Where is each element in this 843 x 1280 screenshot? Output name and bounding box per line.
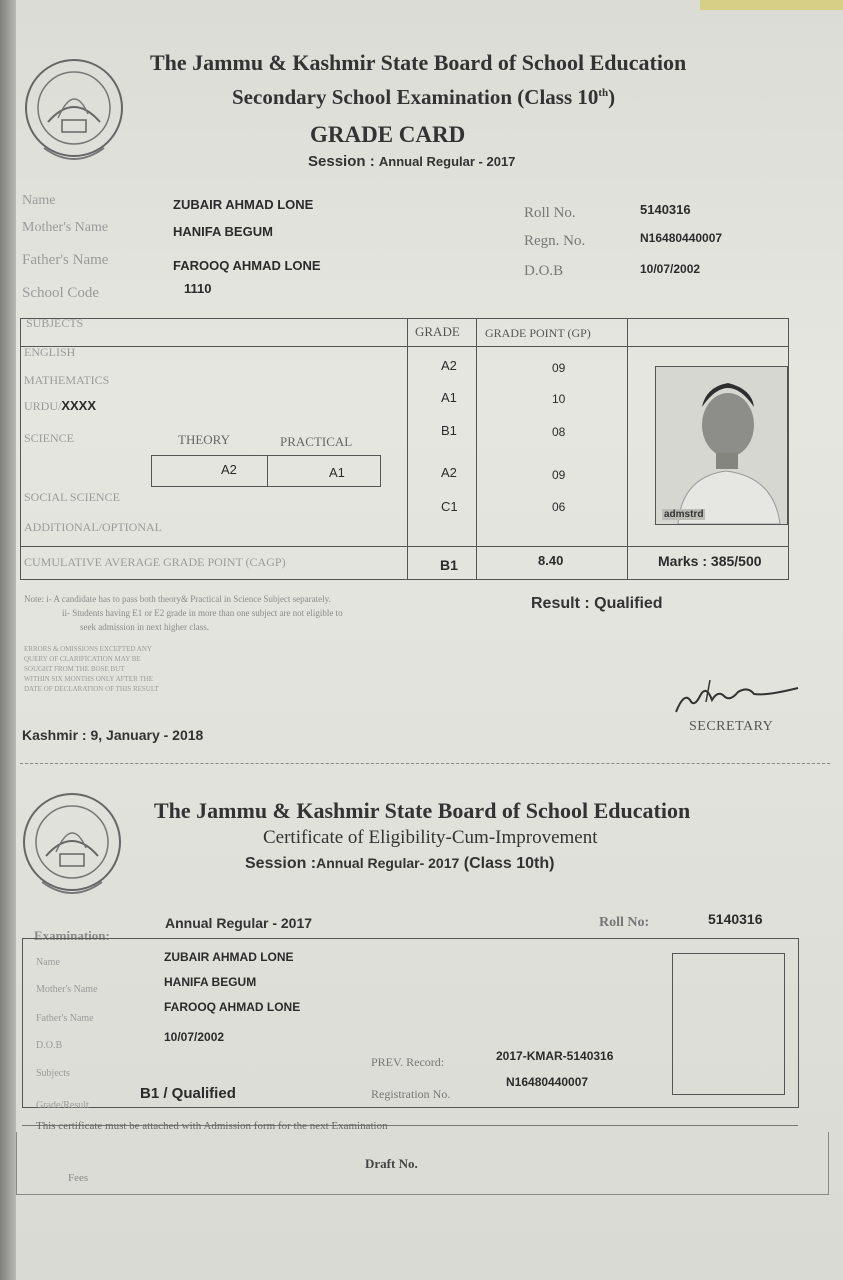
cagp-label: CUMULATIVE AVERAGE GRADE POINT (CAGP) — [24, 555, 286, 569]
grade-mathematics: A1 — [441, 390, 457, 405]
cert-label-registration-no: Registration No. — [371, 1087, 451, 1101]
label-mother-name: Mother's Name — [22, 220, 109, 235]
value-mother-name: HANIFA BEGUM — [173, 224, 273, 239]
gp-science: 09 — [552, 468, 566, 482]
cagp-grade: B1 — [440, 557, 458, 573]
cert-value-mother-name: HANIFA BEGUM — [164, 975, 257, 989]
cert-label-subjects: Subjects — [36, 1068, 70, 1079]
board-logo-seal-icon — [18, 52, 130, 170]
label-examination: Examination: — [34, 928, 110, 943]
gp-english: 09 — [552, 361, 566, 375]
tear-line-divider — [20, 763, 830, 764]
cert-value-father-name: FAROOQ AHMAD LONE — [164, 1000, 301, 1014]
note-line-1: Note: i- A candidate has to pass both theory& Practical in Science Subject separately. — [24, 594, 331, 604]
label-theory: THEORY — [178, 432, 230, 447]
subject-science: SCIENCE — [24, 431, 75, 445]
value-school-code: 1110 — [184, 281, 212, 296]
science-theory-grade: A2 — [221, 462, 237, 477]
note-line-2: ii- Students having E1 or E2 grade in more than one subject are not eligible to — [62, 608, 343, 618]
student-portrait-icon — [656, 367, 787, 524]
subject-mathematics: MATHEMATICS — [24, 373, 110, 387]
cagp-value: 8.40 — [538, 553, 564, 568]
student-photo — [655, 366, 788, 525]
grade-urdu: B1 — [441, 423, 457, 438]
value-examination: Annual Regular - 2017 — [165, 915, 313, 931]
value-name: ZUBAIR AHMAD LONE — [173, 197, 314, 212]
certificate-title: Certificate of Eligibility-Cum-Improvement — [263, 827, 598, 848]
cert-label-prev-record: PREV. Record: — [371, 1055, 445, 1069]
header-grade-point: GRADE POINT (GP) — [485, 326, 591, 340]
background-strip — [700, 0, 843, 10]
certificate-logo-seal-icon — [16, 784, 128, 904]
label-cert-roll-no: Roll No: — [599, 915, 650, 930]
label-name: Name — [22, 193, 56, 208]
science-split-box — [151, 455, 381, 487]
cert-value-prev-record: 2017-KMAR-5140316 — [496, 1049, 614, 1063]
fees-label: Fees — [68, 1172, 89, 1184]
grade-card-title: GRADE CARD — [310, 122, 466, 147]
result-status: Result : Qualified — [531, 595, 663, 612]
gp-social-science: 06 — [552, 500, 566, 514]
board-title: The Jammu & Kashmir State Board of School Education — [150, 50, 687, 75]
value-regn-no: N16480440007 — [640, 231, 723, 245]
session-line: Session : Annual Regular - 2017 — [308, 153, 516, 170]
label-roll-no: Roll No. — [524, 205, 576, 221]
note-line-3: seek admission in next higher class. — [80, 622, 209, 632]
cert-value-dob: 10/07/2002 — [164, 1030, 225, 1044]
draft-no-label: Draft No. — [365, 1156, 418, 1171]
gp-mathematics: 10 — [552, 392, 566, 406]
label-dob: D.O.B — [524, 263, 564, 279]
cert-value-name: ZUBAIR AHMAD LONE — [164, 950, 294, 964]
grade-social-science: C1 — [441, 499, 458, 514]
cert-value-registration-no: N16480440007 — [506, 1075, 589, 1089]
photo-caption: admstrd — [664, 509, 704, 520]
total-marks: Marks : 385/500 — [658, 553, 762, 569]
gp-urdu: 08 — [552, 425, 566, 439]
certificate-photo-box — [672, 953, 785, 1095]
subject-english: ENGLISH — [24, 345, 76, 359]
label-regn-no: Regn. No. — [524, 233, 586, 249]
secretary-signature — [670, 670, 805, 720]
cert-label-dob: D.O.B — [36, 1040, 63, 1051]
place-date: Kashmir : 9, January - 2018 — [22, 727, 204, 743]
subject-additional-optional: ADDITIONAL/OPTIONAL — [24, 520, 162, 534]
header-subjects: SUBJECTS — [26, 316, 84, 330]
value-roll-no: 5140316 — [640, 202, 691, 217]
label-practical: PRACTICAL — [280, 434, 353, 449]
label-father-name: Father's Name — [22, 252, 109, 268]
value-dob: 10/07/2002 — [640, 262, 701, 276]
header-grade: GRADE — [415, 324, 460, 339]
certificate-session: Session :Annual Regular- 2017 (Class 10th) — [245, 855, 555, 872]
label-school-code: School Code — [22, 285, 100, 301]
secretary-label: SECRETARY — [689, 719, 774, 734]
cert-value-grade-result: B1 / Qualified — [140, 1085, 236, 1102]
cert-label-father-name: Father's Name — [36, 1013, 94, 1024]
cert-label-name: Name — [36, 957, 60, 968]
science-practical-grade: A1 — [329, 465, 345, 480]
errors-notice: ERRORS & OMISSIONS EXCEPTED ANY QUERY OF CLARIFICATION MAY BE SOUGHT FROM THE BOSE BUT WITHIN SIX MONTHS ONLY AFTER THE DATE OF DECLARATION OF THIS RESULT — [24, 645, 159, 693]
page-edge-shadow — [0, 0, 16, 1280]
grade-science: A2 — [441, 465, 457, 480]
value-cert-roll-no: 5140316 — [708, 911, 763, 927]
subject-social-science: SOCIAL SCIENCE — [24, 490, 120, 504]
certificate-board-title: The Jammu & Kashmir State Board of School Education — [154, 798, 691, 823]
cert-label-grade-result: Grade/Result — [36, 1100, 89, 1111]
certificate-footer-note: This certificate must be attached with Admission form for the next Examination — [36, 1120, 388, 1132]
exam-title: Secondary School Examination (Class 10th) — [232, 85, 616, 109]
grade-english: A2 — [441, 358, 457, 373]
cert-label-mother-name: Mother's Name — [36, 984, 98, 995]
value-father-name: FAROOQ AHMAD LONE — [173, 258, 321, 273]
subject-urdu: URDU/XXXX — [24, 398, 97, 413]
certificate-outer-border — [16, 1132, 829, 1195]
